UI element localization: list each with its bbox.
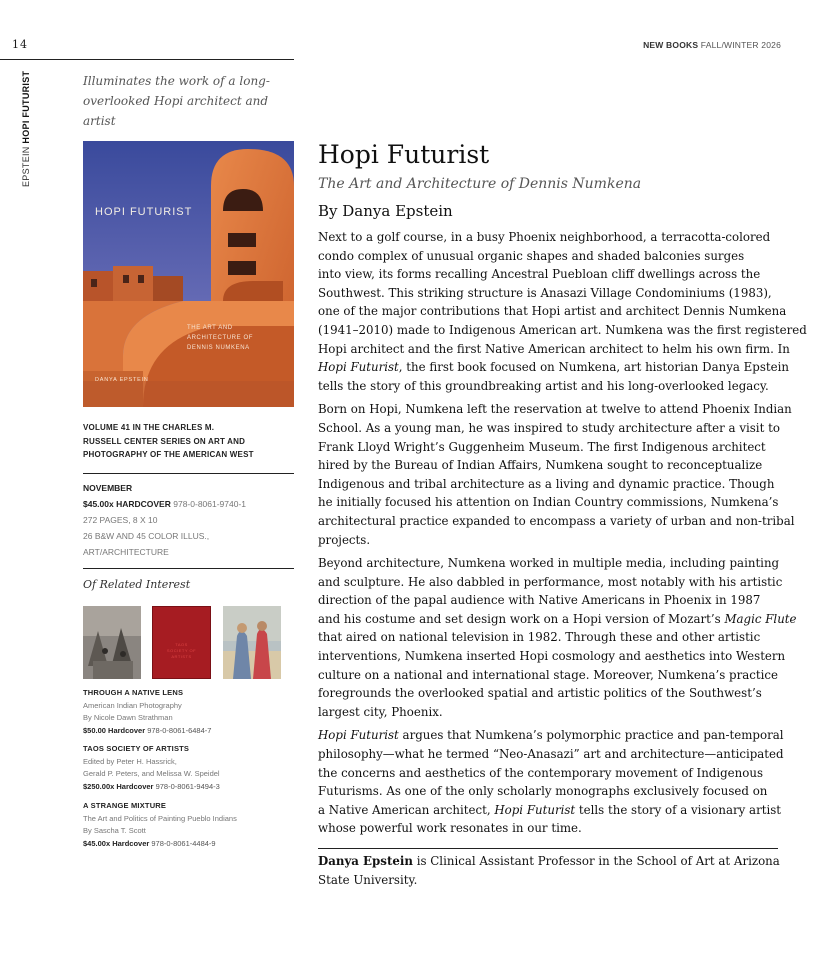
cover-subtitle-line: DENNIS NUMKENA bbox=[187, 345, 250, 351]
page-count: 272 PAGES, 8 X 10 bbox=[83, 515, 158, 525]
related-isbn: 978-0-8061-4484-9 bbox=[151, 838, 216, 848]
cover-subtitle-line: ARCHITECTURE OF bbox=[187, 335, 253, 341]
spine-author: EPSTEIN bbox=[21, 146, 31, 187]
description-line: direction of the papal audience with Native Americans in Phoenix in 1987 bbox=[318, 593, 761, 608]
description-line: philosophy—what he termed “Neo-Anasazi” art and architecture—anticipated bbox=[318, 747, 784, 762]
description-line: (1941–2010) made to Indigenous American art. Numkena was the first registered bbox=[318, 322, 807, 337]
description-line: he initially focused his attention on Indian Country commissions, Numkena’s bbox=[318, 495, 779, 510]
related-cover-1-image bbox=[83, 606, 141, 679]
header-rule bbox=[0, 59, 294, 60]
bio-text: State University. bbox=[318, 872, 418, 887]
author-bio bbox=[318, 852, 788, 889]
description-line: tells the story of this groundbreaking artist and his long-overlooked legacy. bbox=[318, 378, 769, 393]
related-author: By Nicole Dawn Strathman bbox=[83, 713, 173, 722]
tagline-line: overlooked Hopi architect and artist bbox=[83, 94, 269, 128]
related-title: THROUGH A NATIVE LENS bbox=[83, 688, 184, 697]
description-line: Futurisms. As one of the only scholarly monographs exclusively focused on bbox=[318, 784, 768, 799]
catalog-label: NEW BOOKS bbox=[643, 40, 699, 50]
pub-month: NOVEMBER bbox=[83, 483, 133, 493]
cover-subtitle-line: THE ART AND bbox=[187, 325, 233, 331]
description-line: into view, its forms recalling Ancestral Puebloan cliff dwellings across the bbox=[318, 267, 761, 282]
spine-label bbox=[21, 72, 33, 187]
series-line: VOLUME 41 IN THE CHARLES M. bbox=[83, 423, 215, 432]
description-line: School. As a young man, he was inspired to study architecture after a visit to bbox=[318, 420, 780, 435]
bio-text: is Clinical Assistant Professor in the School of Art at Arizona bbox=[412, 854, 780, 868]
illustrations: 26 B&W AND 45 COLOR ILLUS., bbox=[83, 531, 210, 541]
related-subtitle: American Indian Photography bbox=[83, 700, 182, 710]
series-line: PHOTOGRAPHY OF THE AMERICAN WEST bbox=[83, 450, 254, 459]
related-cover-2-title: SOCIETY OF bbox=[166, 648, 197, 653]
bio-divider bbox=[318, 848, 778, 849]
related-isbn: 978-0-8061-9494-3 bbox=[155, 781, 220, 791]
book-byline: By Danya Epstein bbox=[318, 202, 453, 220]
related-item[interactable] bbox=[83, 743, 298, 793]
italic-title: Hopi Futurist bbox=[318, 728, 399, 743]
price-line bbox=[83, 496, 294, 512]
description bbox=[318, 228, 807, 838]
related-editors: Gerald P. Peters, and Melissa W. Speidel bbox=[83, 769, 220, 778]
isbn: 978-0-8061-9740-1 bbox=[173, 499, 247, 509]
related-editors: Edited by Peter H. Hassrick, bbox=[83, 756, 177, 766]
bio-name: Danya Epstein bbox=[318, 854, 413, 868]
related-author: By Sascha T. Scott bbox=[83, 826, 146, 835]
book-details bbox=[83, 480, 294, 560]
description-line: Next to a golf course, in a busy Phoenix neighborhood, a terracotta-colored bbox=[318, 230, 771, 244]
related-title: TAOS SOCIETY OF ARTISTS bbox=[83, 744, 190, 753]
description-line: that aired on national television in 1982. Through these and other artistic bbox=[318, 630, 761, 645]
description-line: Hopi Futurist, the first book focused on Numkena, art historian Danya Epstein bbox=[318, 360, 789, 375]
related-cover-1[interactable] bbox=[83, 606, 141, 679]
description-line: Indigenous and tribal architecture as a living and dynamic practice. Though bbox=[318, 476, 775, 491]
description-line: Frank Lloyd Wright’s Guggenheim Museum. The first Indigenous architect bbox=[318, 439, 766, 454]
related-item[interactable] bbox=[83, 800, 298, 850]
divider bbox=[83, 568, 294, 569]
series-note bbox=[83, 421, 293, 462]
description-line: Southwest. This striking structure is Anasazi Village Condominiums (1983), bbox=[318, 285, 772, 300]
description-line: and sculpture. He also dabbled in performance, most notably with his artistic bbox=[318, 574, 783, 589]
related-cover-2[interactable] bbox=[152, 606, 211, 679]
description-line: Beyond architecture, Numkena worked in multiple media, including painting bbox=[318, 556, 780, 571]
related-price: $45.00x Hardcover bbox=[83, 838, 150, 848]
related-heading: Of Related Interest bbox=[83, 578, 191, 591]
related-cover-3-image bbox=[223, 606, 281, 679]
related-price: $250.00x Hardcover bbox=[83, 781, 154, 791]
book-title: Hopi Futurist bbox=[318, 140, 490, 169]
description-line: and his costume and set design work on a Hopi version of Mozart’s Magic Flute bbox=[318, 611, 797, 626]
description-line: Hopi Futurist argues that Numkena’s polymorphic practice and pan-temporal bbox=[318, 728, 784, 743]
description-line: hired by the Bureau of Indian Affairs, Numkena sought to reconceptualize bbox=[318, 458, 763, 473]
related-item[interactable] bbox=[83, 687, 298, 737]
description-line: a Native American architect, Hopi Futurist tells the story of a visionary artist bbox=[318, 802, 782, 817]
divider bbox=[83, 473, 294, 474]
related-isbn: 978-0-8061-6484-7 bbox=[147, 725, 212, 735]
description-line: interventions, Numkena inserted Hopi cosmology and aesthetics into Western bbox=[318, 649, 786, 664]
catalog-header bbox=[643, 40, 781, 50]
italic-title: Hopi Futurist bbox=[318, 360, 399, 375]
cover-author: DANYA EPSTEIN bbox=[95, 377, 149, 383]
price-format: $45.00x HARDCOVER bbox=[83, 499, 171, 509]
cover-illustration bbox=[83, 141, 294, 407]
related-subtitle: The Art and Politics of Painting Pueblo Indians bbox=[83, 813, 237, 823]
description-line: culture on a national and international stage. Moreover, Numkena’s practice bbox=[318, 667, 778, 682]
description-line: whose powerful work resonates in our time. bbox=[318, 821, 582, 836]
description-line: architectural practice expanded to encompass a variety of urban and non-tribal bbox=[318, 513, 795, 528]
book-cover bbox=[83, 141, 294, 407]
related-price: $50.00 Hardcover bbox=[83, 725, 146, 735]
related-title: A STRANGE MIXTURE bbox=[83, 801, 167, 810]
related-cover-2-title: ARTISTS bbox=[171, 654, 192, 659]
italic-title: Hopi Futurist bbox=[494, 802, 576, 817]
tagline bbox=[83, 71, 288, 131]
related-cover-3[interactable] bbox=[223, 606, 281, 679]
description-line: largest city, Phoenix. bbox=[318, 704, 443, 719]
page-number: 14 bbox=[12, 38, 28, 51]
italic-title: Magic Flute bbox=[724, 611, 797, 626]
catalog-season: FALL/WINTER 2026 bbox=[700, 40, 781, 50]
description-line: one of the major contributions that Hopi artist and architect Dennis Numkena bbox=[318, 304, 787, 319]
series-line: RUSSELL CENTER SERIES ON ART AND bbox=[83, 436, 246, 446]
description-line: the concerns and aesthetics of the contemporary movement of Indigenous bbox=[318, 765, 764, 780]
tagline-line: Illuminates the work of a long- bbox=[83, 74, 270, 88]
spine-title: HOPI FUTURIST bbox=[21, 70, 31, 144]
related-cover-2-image bbox=[152, 606, 211, 679]
description-line: Born on Hopi, Numkena left the reservation at twelve to attend Phoenix Indian bbox=[318, 402, 792, 417]
related-cover-2-title: TAOS bbox=[175, 642, 188, 647]
cover-title: HOPI FUTURIST bbox=[95, 206, 193, 218]
description-line: condo complex of unusual organic shapes and shaded balconies surges bbox=[318, 248, 745, 263]
book-subtitle: The Art and Architecture of Dennis Numkena bbox=[318, 176, 642, 192]
description-line: foregrounds the overlooked spatial and artistic politics of the Southwest’s bbox=[318, 686, 762, 701]
cover-subtitle bbox=[187, 323, 287, 353]
subject: ART/ARCHITECTURE bbox=[83, 547, 169, 557]
description-line: Hopi architect and the first Native American architect to helm his own firm. In bbox=[318, 341, 790, 356]
description-line: projects. bbox=[318, 532, 371, 547]
